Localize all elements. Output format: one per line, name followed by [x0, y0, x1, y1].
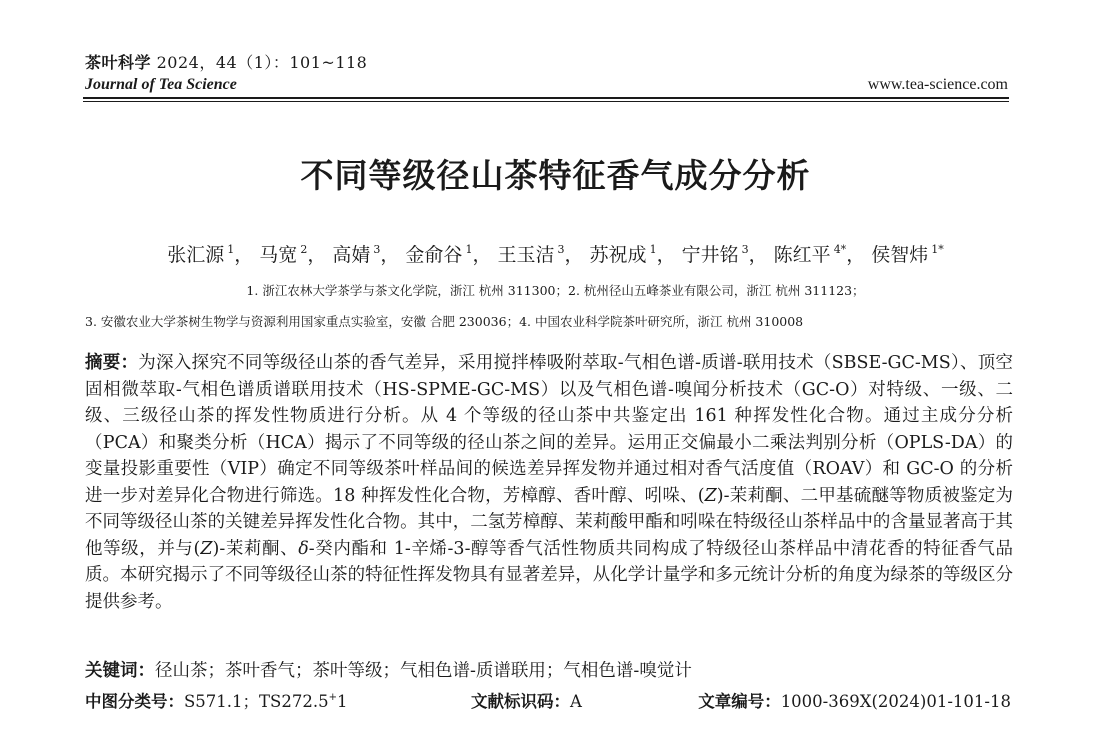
citation: 2024，44（1）：101~118	[156, 53, 368, 72]
header-rule-thick	[83, 97, 1009, 99]
author: 张汇源 $^1$	[167, 243, 235, 266]
author: 宁井铭 $^3$	[681, 243, 749, 266]
affiliation-line-1: 1. 浙江农林大学茶学与茶文化学院，浙江 杭州 311300；2. 杭州径山五峰茶业有限公司，浙江 杭州 311123；	[246, 283, 865, 298]
author: 侯智炜 $^{1*}$	[871, 243, 944, 266]
keywords	[85, 657, 692, 682]
article-number: 文章编号：1000-369X(2024)01-101-18	[698, 692, 1011, 711]
author: 高婧 $^3$	[332, 243, 381, 266]
abstract: 摘要：为深入探究不同等级径山茶的香气差异，采用搅拌棒吸附萃取-气相色谱-质谱-联用技术（SBSE-GC-MS）、顶空固相微萃取-气相色谱质谱联用技术（HS-SPME-GC-MS）以及气相色谱-嗅闻分析技术（GC-O）对特级、一级、二级、三级径山茶的挥发性物质进行分析。从 4 个等级的径山茶中共鉴定出 161 种挥发性化合物。通过主成分分析（PCA）和聚类分析（HCA）揭示了不同等级的径山茶之间的差异。运用正交偏最小二乘法判别分析（OPLS-DA）的变量投影重要性（VIP）确定不同等级茶叶样品间的候选差异挥发物并通过相对香气活度值（ROAV）和 GC-O 的分析进一步对差异化合物进行筛选。18 种挥发性化合物，芳樟醇、香叶醇、吲哚、(Z)-茉莉酮、二甲基硫醚等物质被鉴定为不同等级径山茶的关键差异挥发性化合物。其中，二氢芳樟醇、茉莉酸甲酯和吲哚在特级径山茶样品中的含量显著高于其他等级，并与(Z)-茉莉酮、δ-癸内酯和 1-辛烯-3-醇等香气活性物质共同构成了特级径山茶样品中清花香的特征香气品质。本研究揭示了不同等级径山茶的特征性挥发物具有显著差异，从化学计量学和多元统计分析的角度为绿茶的等级区分提供参考。	[85, 353, 1014, 612]
author: 金俞谷 $^1$	[405, 243, 473, 266]
journal-url: www.tea-science.com	[867, 76, 1008, 93]
journal-name-cn: 茶叶科学	[85, 53, 152, 72]
document-code: 文献标识码：A	[471, 692, 582, 711]
journal-citation-line	[85, 50, 367, 73]
classification-row	[85, 688, 1011, 714]
author: 马宽 $^2$	[259, 243, 308, 266]
author: 陈红平 $^{4*}$	[773, 243, 847, 266]
author: 王玉洁 $^3$	[497, 243, 565, 266]
paper-title: 不同等级径山茶特征香气成分分析	[300, 156, 811, 195]
keywords-label: 关键词：	[85, 661, 155, 681]
clc-number: 中图分类号：S571.1；TS272.5+1	[85, 692, 348, 711]
affiliation-line-2: 3. 安徽农业大学茶树生物学与资源利用国家重点实验室，安徽 合肥 230036；4. 中国农业科学院茶叶研究所，浙江 杭州 310008	[85, 314, 804, 329]
abstract-label: 摘要：	[85, 353, 139, 373]
journal-name-en: Journal of Tea Science	[85, 76, 237, 93]
author-list: 张汇源 $^1$， 马宽 $^2$， 高婧 $^3$， 金俞谷 $^1$， 王玉洁 $^3$， 苏祝成 $^1$， 宁井铭 $^3$， 陈红平 $^{4*}$， 侯智炜 $^{1*}$	[167, 243, 944, 266]
keywords-text: 径山茶；茶叶香气；茶叶等级；气相色谱-质谱联用；气相色谱-嗅觉计	[155, 661, 692, 681]
author: 苏祝成 $^1$	[589, 243, 657, 266]
header-rule-thin	[83, 101, 1009, 102]
